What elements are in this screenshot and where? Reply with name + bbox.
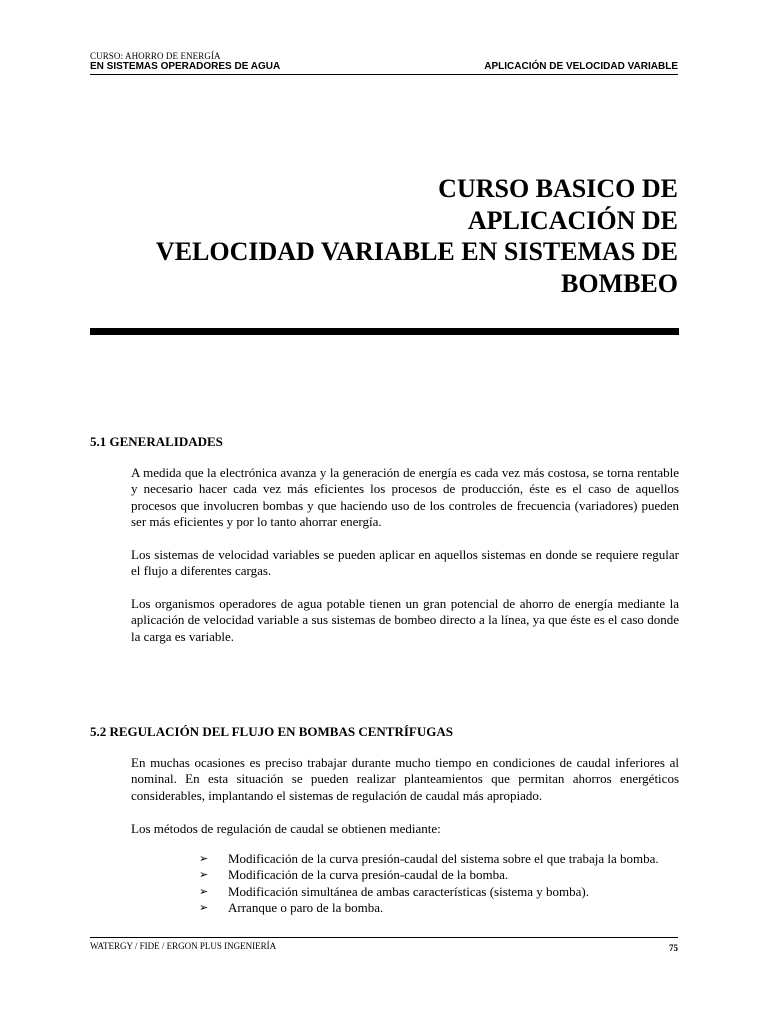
- title-line: APLICACIÓN DE: [467, 205, 678, 235]
- list-item: [199, 867, 689, 883]
- list-item-text: Modificación de la curva presión-caudal del sistema sobre el que trabaja la bomba.: [228, 851, 659, 866]
- list-item: [199, 900, 689, 916]
- header-course-subline: EN SISTEMAS OPERADORES DE AGUA: [90, 61, 281, 72]
- arrowhead-bullet-icon: ➢: [199, 868, 209, 882]
- footer-credits: WATERGY / FIDE / ERGON PLUS INGENIERÍA: [90, 941, 277, 951]
- list-item: [199, 851, 689, 867]
- arrowhead-bullet-icon: ➢: [199, 900, 209, 914]
- list-item-text: Modificación simultánea de ambas características (sistema y bomba).: [228, 883, 589, 899]
- header-chapter-title: APLICACIÓN DE VELOCIDAD VARIABLE: [484, 61, 678, 72]
- arrowhead-bullet-icon: ➢: [199, 852, 209, 865]
- paragraph: Los organismos operadores de agua potable tienen un gran potencial de ahorro de energía mediante la aplicación de velocidad variable a sus sistemas de bombeo directo a la línea, ya que éste es el caso donde la carga es variable.: [131, 596, 679, 644]
- section-heading-regulacion-flujo: 5.2 REGULACIÓN DEL FLUJO EN BOMBAS CENTRÍFUGAS: [90, 724, 453, 739]
- regulation-methods-list: [199, 851, 689, 916]
- list-item-text: Arranque o paro de la bomba.: [228, 899, 384, 915]
- section-heading-generalidades: 5.1 GENERALIDADES: [90, 434, 223, 449]
- title-divider-bar: [90, 328, 679, 335]
- paragraph: Los métodos de regulación de caudal se obtienen mediante:: [131, 821, 441, 836]
- footer-rule: [90, 937, 678, 938]
- document-title: [58, 173, 678, 299]
- paragraph: A medida que la electrónica avanza y la generación de energía es cada vez más costosa, se torna rentable y necesario hacer cada vez más eficientes los procesos de producción, éste es el caso de aquellos procesos que involucren bombas y que haciendo uso de los controles de frecuencia (variadores) pueden ser más eficientes y por lo tanto ahorrar energía.: [131, 465, 679, 529]
- paragraph: En muchas ocasiones es preciso trabajar durante mucho tiempo en condiciones de caudal inferiores al nominal. En esta situación se pueden realizar planteamientos que permitan ahorros energéticos considerables, implantando el sistemas de regulación de caudal más apropiado.: [131, 755, 679, 803]
- header-rule: [90, 74, 678, 75]
- title-line: VELOCIDAD VARIABLE EN SISTEMAS DE: [155, 237, 678, 266]
- header-course-line: CURSO: AHORRO DE ENERGÍA: [90, 51, 221, 61]
- list-item: [199, 884, 689, 900]
- arrowhead-bullet-icon: ➢: [199, 884, 209, 898]
- page-number: 75: [669, 943, 678, 953]
- title-line: BOMBEO: [560, 268, 678, 298]
- paragraph: Los sistemas de velocidad variables se pueden aplicar en aquellos sistemas en donde se requiere regular el flujo a diferentes cargas.: [131, 547, 679, 579]
- list-item-text: Modificación de la curva presión-caudal de la bomba.: [228, 867, 509, 883]
- title-line: CURSO BASICO DE: [438, 174, 678, 203]
